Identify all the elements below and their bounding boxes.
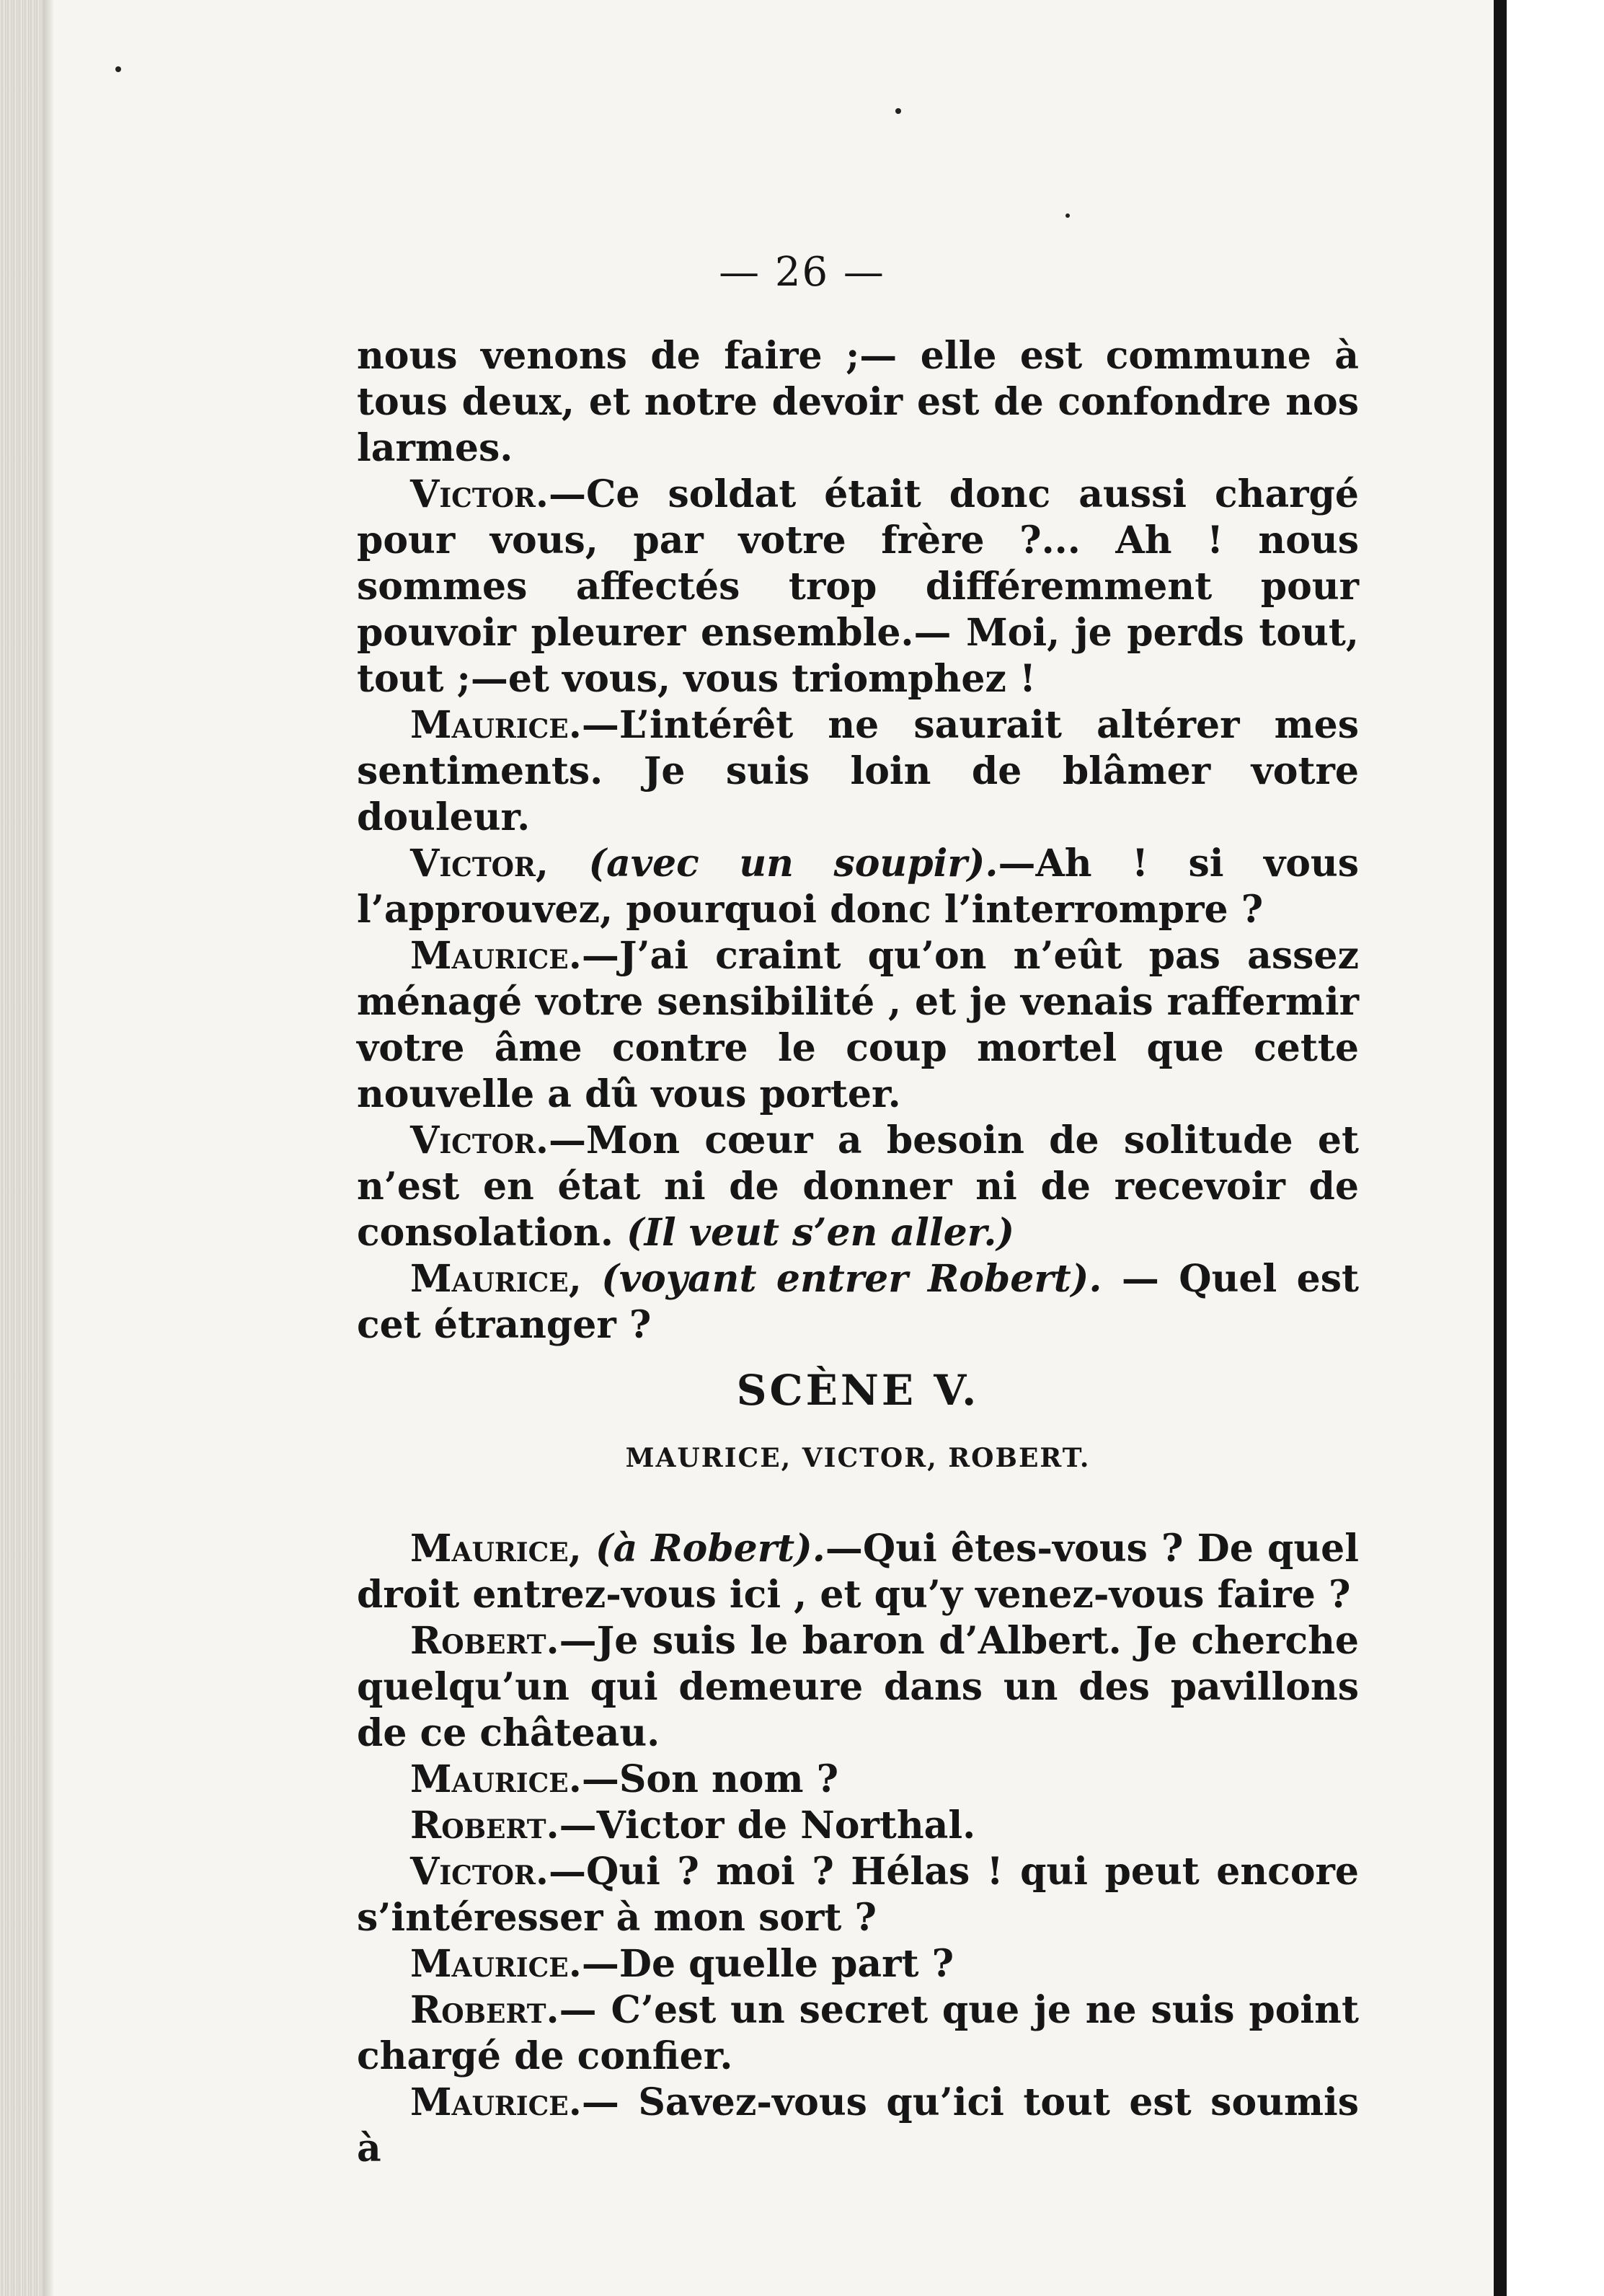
dialogue-line [357,1526,1359,1618]
speech-text: — Savez-vous qu’ici tout est soumis à [357,2080,1359,2171]
speaker-name: Robert. [410,1803,559,1847]
dialogue-line [357,2080,1359,2172]
speech-text: —Son nom ? [581,1757,839,1801]
paper-speck [1065,213,1070,218]
page-edge-shadow [43,0,53,2296]
paper-speck [895,108,901,114]
stage-direction: (avec un soupir). [588,842,998,886]
dialogue-line [357,841,1359,933]
page-margin-right [1507,0,1604,2296]
speech-text: —Victor de Northal. [559,1803,976,1847]
speech-text: —Je suis le baron d’Albert. Je cherche quelqu’un qui demeure dans un des pavillons de ce château. [357,1619,1359,1755]
speech-text: — C’est un secret que je ne suis point chargé de confier. [357,1988,1359,2078]
speech-text: —Mon cœur a besoin de solitude et n’est en état ni de donner ni de recevoir de consolation. [357,1118,1359,1255]
page-text [357,333,1359,2172]
speaker-name: Maurice. [410,703,582,747]
dialogue-line [357,1803,1359,1849]
dialogue-line [357,472,1359,702]
dialogue-line [357,1987,1359,2080]
dialogue-line [357,1941,1359,1987]
speech-text: —De quelle part ? [581,1942,954,1986]
speaker-name: Robert. [410,1619,559,1663]
page-number: — 26 — [719,249,885,296]
dialogue-line [357,1757,1359,1803]
page-border-right [1494,0,1507,2296]
speaker-name: Victor. [410,1850,549,1894]
speaker-name: Maurice, [410,1527,582,1571]
stage-direction: (Il veut s’en aller.) [626,1211,1015,1255]
dialogue-line [357,702,1359,841]
paper-speck [115,66,121,72]
dialogue-line [357,933,1359,1118]
dialogue-line [357,1618,1359,1757]
speaker-name: Victor. [410,472,549,516]
speaker-name: Robert. [410,1988,559,2032]
page-edge-left [0,0,43,2296]
speech-text: —Qui ? moi ? Hélas ! qui peut encore s’intéresser à mon sort ? [357,1850,1359,1940]
stage-direction: (à Robert). [595,1527,825,1571]
dialogue-line [357,1118,1359,1256]
speaker-name: Victor. [410,1118,549,1162]
speaker-name: Maurice. [410,1757,582,1801]
speaker-name: Victor, [410,842,549,886]
speaker-name: Maurice. [410,1942,582,1986]
scene-title: SCÈNE V. [736,1366,980,1415]
speech-text: — Quel est cet étranger ? [357,1257,1359,1347]
speaker-name: Maurice. [410,934,582,978]
speech-text: —L’intérêt ne saurait altérer mes sentiments. Je suis loin de blâmer votre douleur. [357,703,1359,839]
scene-characters: MAURICE, VICTOR, ROBERT. [625,1443,1091,1473]
dialogue-line: nous venons de faire ;— elle est commune à tous deux, et notre devoir est de confondre nos larmes. [357,334,1359,470]
dialogue-line [357,1849,1359,1941]
speech-text: —J’ai craint qu’on n’eût pas assez ménagé votre sensibilité , et je venais raffermir votre âme contre le coup mortel que cette nouvelle a dû vous porter. [357,934,1359,1116]
speaker-name: Maurice. [410,2080,582,2124]
speaker-name: Maurice, [410,1257,582,1301]
speech-text: —Ce soldat était donc aussi chargé pour vous, par votre frère ?... Ah ! nous sommes affectés trop différemment pour pouvoir pleurer ensemble.— Moi, je perds tout, tout ;—et vous, vous triomphez ! [357,472,1359,701]
speech-text: —Qui êtes-vous ? De quel droit entrez-vous ici , et qu’y venez-vous faire ? [357,1527,1359,1617]
stage-direction: (voyant entrer Robert). [601,1257,1102,1301]
dialogue-line [357,1256,1359,1348]
speech-text: —Ah ! si vous l’approuvez, pourquoi donc l’interrompre ? [357,842,1360,932]
